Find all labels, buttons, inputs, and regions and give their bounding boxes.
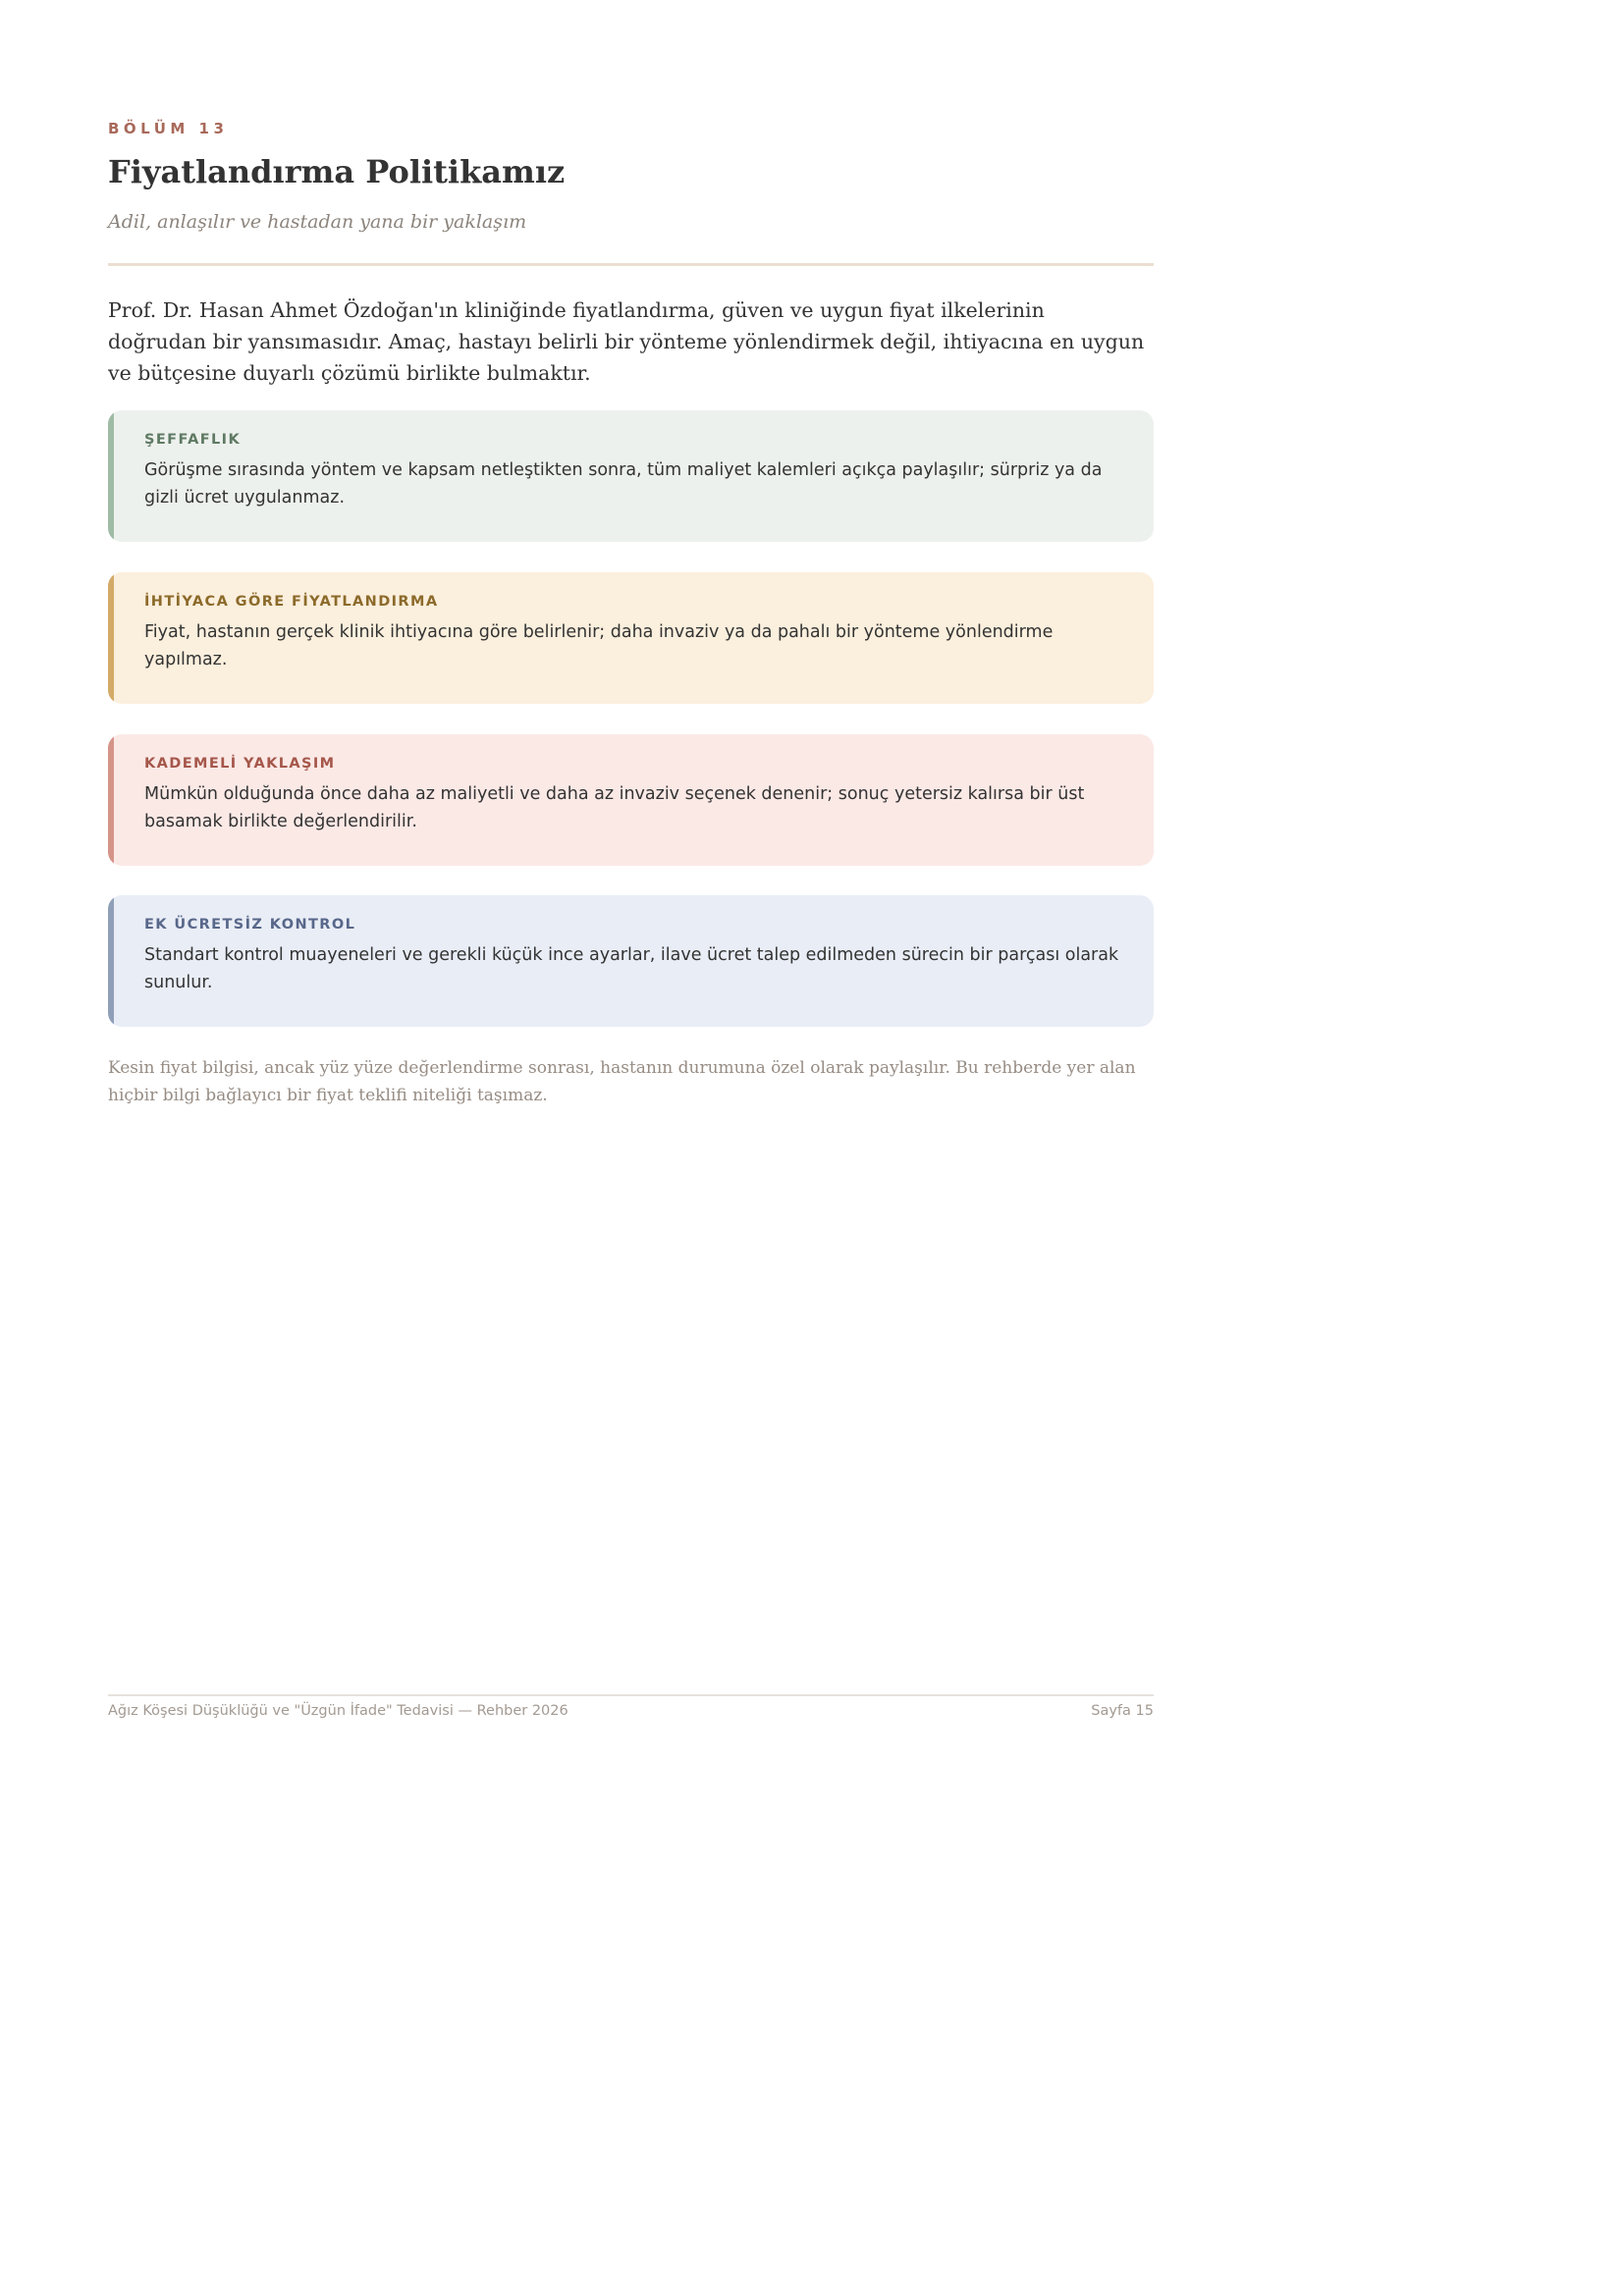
chapter-label: BÖLÜM 13 <box>108 120 229 137</box>
pricing-disclaimer: Kesin fiyat bilgisi, ancak yüz yüze değerlendirme sonrası, hastanın durumuna özel olarak paylaşılır. Bu rehberde yer alan hiçbir bilgi bağlayıcı bir fiyat teklifi niteliği taşımaz. <box>108 1058 1136 1105</box>
card-body: Standart kontrol muayeneleri ve gerekli küçük ince ayarlar, ilave ücret talep edilmeden sürecin bir parçası olarak sunulur. <box>144 945 1119 992</box>
card-body: Görüşme sırasında yöntem ve kapsam netleştikten sonra, tüm maliyet kalemleri açıkça paylaşılır; sürpriz ya da gizli ücret uygulanmaz. <box>144 460 1103 507</box>
principle-card-transparency <box>108 410 1154 542</box>
footer-document-title: Ağız Köşesi Düşüklüğü ve "Üzgün İfade" Tedavisi — Rehber 2026 <box>108 1703 568 1719</box>
intro-paragraph: Prof. Dr. Hasan Ahmet Özdoğan'ın kliniğinde fiyatlandırma, güven ve uygun fiyat ilkelerinin doğrudan bir yansımasıdır. Amaç, hastayı belirli bir yönteme yönlendirmek değil, ihtiyacına en uygun ve bütçesine duyarlı çözümü birlikte bulmaktır. <box>108 298 1145 385</box>
header-divider <box>108 263 1154 266</box>
card-body: Fiyat, hastanın gerçek klinik ihtiyacına göre belirlenir; daha invaziv ya da pahalı bir yönteme yönlendirme yapılmaz. <box>144 622 1054 669</box>
page-subtitle: Adil, anlaşılır ve hastadan yana bir yaklaşım <box>108 211 527 233</box>
footer-divider <box>108 1694 1154 1696</box>
card-title: EK ÜCRETSİZ KONTROL <box>144 917 356 933</box>
principle-card-stepwise-approach <box>108 734 1154 866</box>
principle-card-need-based-pricing <box>108 572 1154 704</box>
card-title: KADEMELİ YAKLAŞIM <box>144 756 336 772</box>
page-number: Sayfa 15 <box>1091 1703 1154 1719</box>
card-title: ŞEFFAFLIK <box>144 432 242 448</box>
card-body: Mümkün olduğunda önce daha az maliyetli ve daha az invaziv seçenek denenir; sonuç yetersiz kalırsa bir üst basamak birlikte değerlendirilir. <box>144 784 1085 831</box>
card-title: İHTİYACA GÖRE FİYATLANDIRMA <box>144 594 439 610</box>
page-title: Fiyatlandırma Politikamız <box>108 153 566 190</box>
principle-card-free-follow-up <box>108 895 1154 1027</box>
